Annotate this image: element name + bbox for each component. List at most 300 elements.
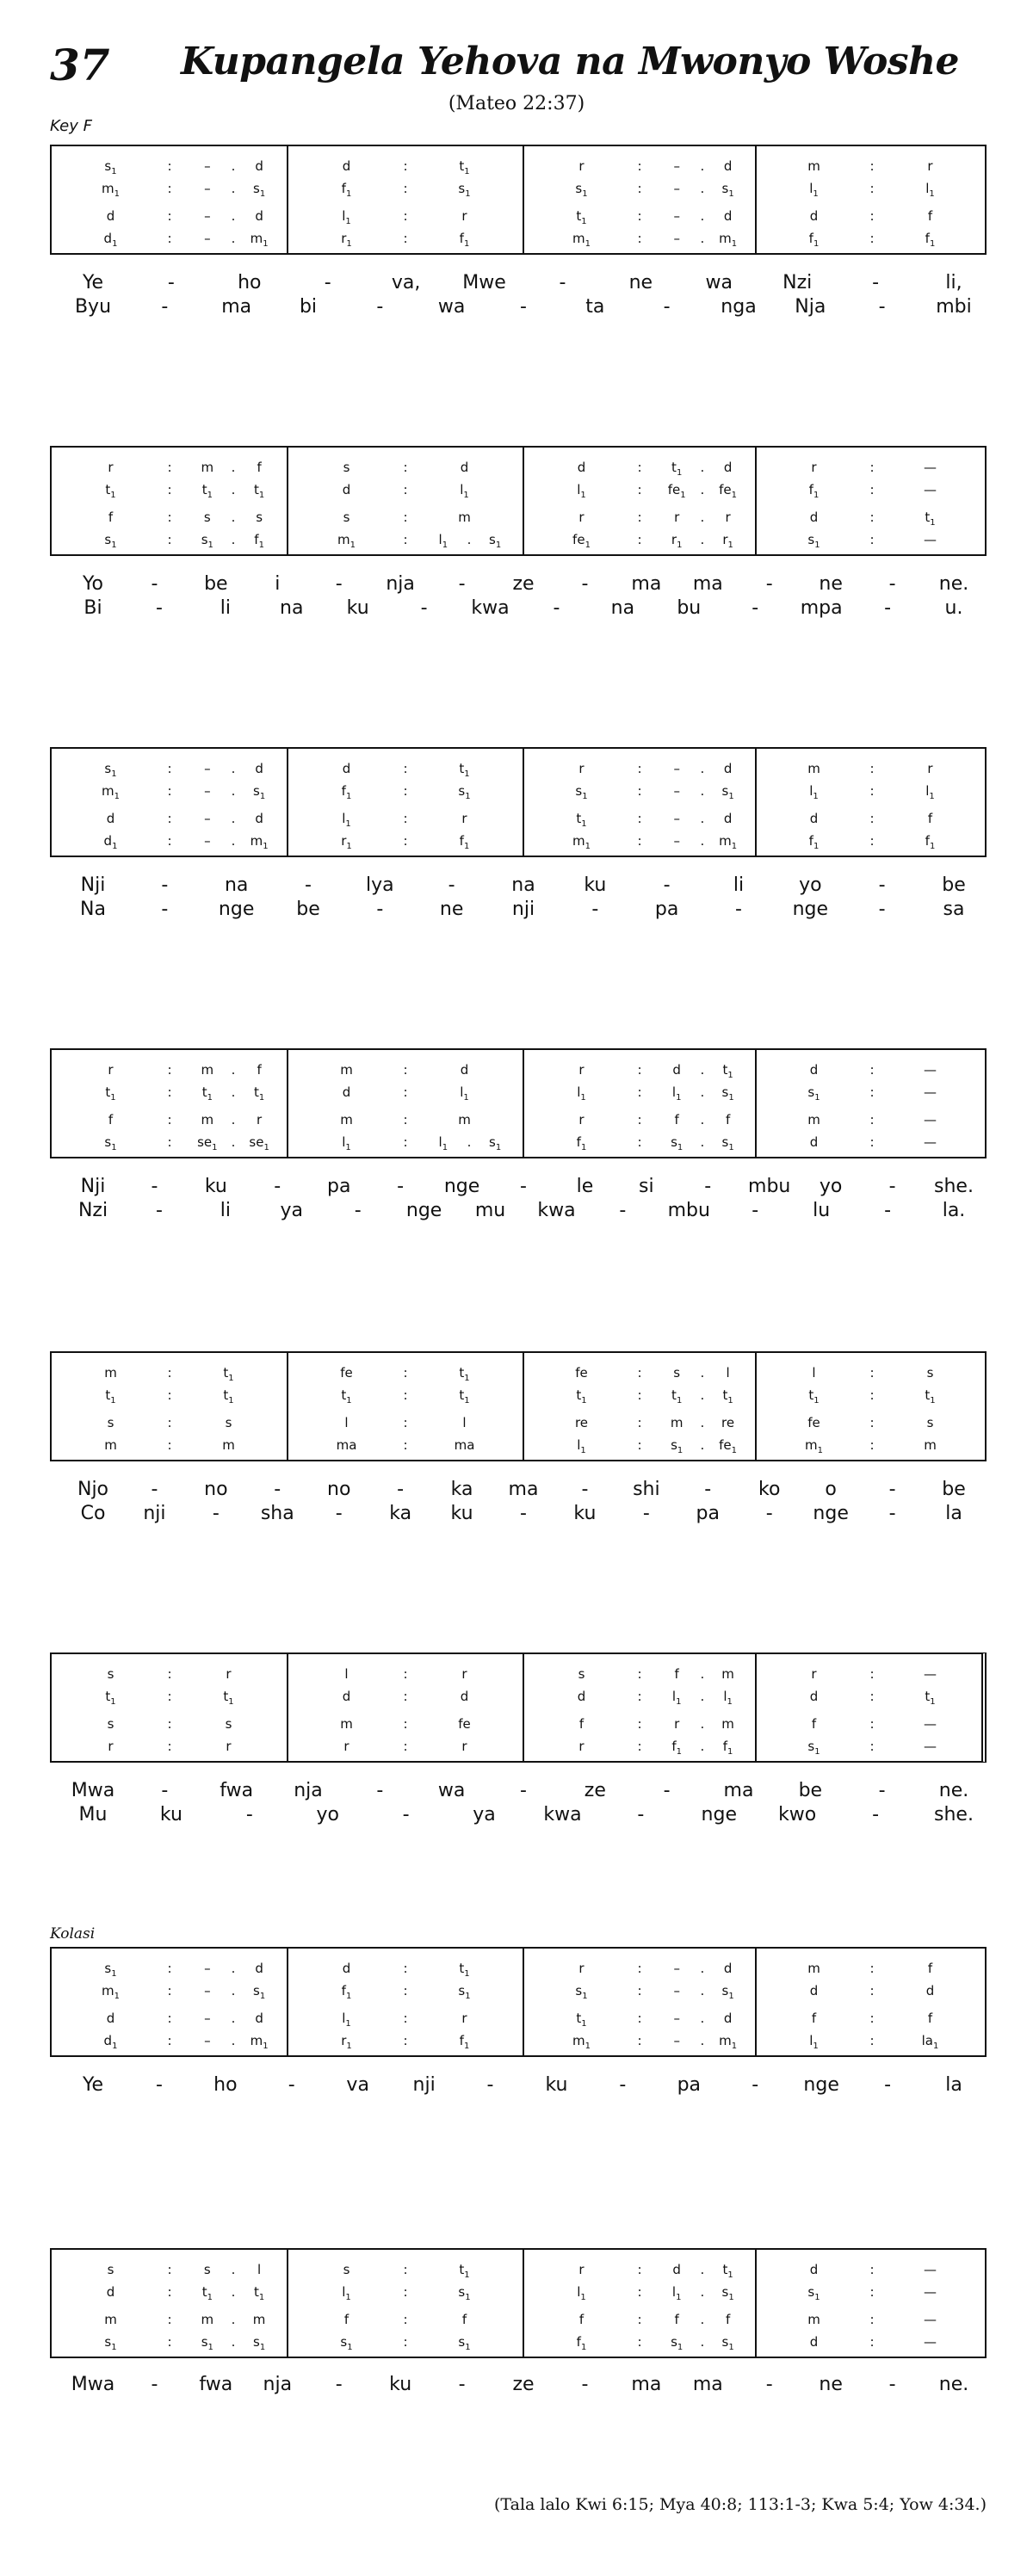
solfa-note: – [673,181,680,196]
solfa-note: r [257,1112,263,1127]
lyric-syllable: la [945,1503,962,1524]
solfa-note: d [255,1961,263,1976]
lyric-syllable: be [942,1479,966,1500]
solfa-note: $s_1$ [807,1739,820,1757]
beat-colon: : [167,1437,172,1453]
lyric-syllable: ne. [938,2374,969,2395]
bar-line [287,749,288,856]
solfa-note: f [343,2312,349,2327]
lyric-hyphen: - [151,2374,158,2395]
beat-colon: : [167,1961,172,1976]
bar-line [755,1353,757,1460]
lyric-hyphen: - [151,1176,158,1197]
solfa-note: $f_1$ [576,1134,587,1152]
beat-colon: : [869,2262,875,2277]
solfa-note: f [108,1112,114,1127]
notation-system [50,446,987,556]
solfa-note: $s_1$ [458,2284,471,2302]
beat-colon: : [869,1666,875,1682]
solfa-note: — [924,460,937,475]
beat-colon: : [869,2284,875,2300]
lyric-hyphen: - [752,1200,759,1221]
solfa-note: l [726,1365,730,1381]
solfa-note: d [723,208,733,224]
solfa-note: s [343,2262,350,2277]
solfa-note: $f_1$ [925,231,936,249]
lyric-syllable: nja [263,2374,293,2395]
lyric-hyphen: - [884,2074,892,2096]
lyric-syllable: va [346,2074,369,2096]
solfa-note: $s_1$ [671,1437,684,1455]
lyric-syllable: na [610,597,635,619]
beat-colon: : [403,1365,408,1381]
solfa-note: – [204,1961,211,1976]
solfa-note: d [809,208,819,224]
solfa-note: $s_1$ [721,1983,734,2001]
solfa-note: – [204,231,211,246]
solfa-note: $s_1$ [104,532,117,550]
solfa-note: d [255,2011,263,2026]
beat-colon: : [167,1365,172,1381]
beat-colon: : [403,2033,408,2048]
solfa-note: fe [575,1365,588,1381]
beat-colon: : [637,2284,642,2300]
lyric-line [50,296,987,320]
bar-line [523,749,524,856]
solfa-note: s [107,1716,114,1732]
solfa-note: $r_1$ [722,532,733,550]
solfa-note: — [924,1716,937,1732]
scripture-reference: (Mateo 22:37) [448,93,585,114]
solfa-note: $m_1$ [719,833,738,851]
solfa-note: – [673,811,680,826]
lyric-hyphen: - [704,1479,712,1500]
solfa-note: $t_1$ [223,1387,234,1405]
solfa-note: – [204,158,211,174]
half-beat-dot: . [467,532,472,547]
lyric-syllable: nja [386,573,415,595]
beat-colon: : [167,1739,172,1754]
solfa-note: d [460,460,469,475]
solfa-note: $t_1$ [105,1387,116,1405]
solfa-note: $s_1$ [253,2334,266,2352]
lyric-hyphen: - [878,296,886,318]
lyric-syllable: nge [443,1176,480,1197]
lyric-syllable: na [280,597,304,619]
solfa-note: $l_1$ [723,1689,733,1707]
song-title: Kupangela Yehova na Mwonyo Woshe [181,40,960,83]
solfa-note: $t_1$ [201,2284,213,2302]
beat-colon: : [167,1983,172,1998]
solfa-note: r [578,1739,585,1754]
beat-colon: : [869,208,875,224]
solfa-note: $d_1$ [103,231,118,249]
lyric-syllable: u. [944,597,963,619]
solfa-note: $t_1$ [105,1689,116,1707]
solfa-note: $l_1$ [577,2284,586,2302]
song-number: 37 [50,40,110,90]
solfa-note: $s_1$ [458,1983,471,2001]
lyric-line [50,874,987,899]
solfa-note: $f_1$ [459,2033,470,2051]
lyric-syllable: ne [439,899,464,920]
solfa-note: r [927,158,933,174]
solfa-note: d [809,1062,819,1078]
half-beat-dot: . [700,2011,705,2026]
solfa-note: re [574,1415,589,1430]
half-beat-dot: . [231,2011,236,2026]
beat-colon: : [403,1084,408,1100]
beat-colon: : [637,460,642,475]
solfa-note: f [257,1062,262,1078]
half-beat-dot: . [231,1983,236,1998]
beat-colon: : [637,1666,642,1682]
solfa-note: — [924,2262,937,2277]
half-beat-dot: . [700,510,705,525]
solfa-note: $t_1$ [925,510,936,528]
half-beat-dot: . [700,2334,705,2350]
lyric-hyphen: - [458,2374,466,2395]
solfa-note: $t_1$ [105,482,116,500]
beat-colon: : [167,460,172,475]
lyric-hyphen: - [765,2374,773,2395]
lyric-syllable: Yo [83,573,103,595]
half-beat-dot: . [231,510,236,525]
solfa-note: $m_1$ [337,532,356,550]
beat-colon: : [403,1983,408,1998]
solfa-note: – [204,181,211,196]
lyric-syllable: fwa [199,2374,233,2395]
solfa-note: d [342,1084,351,1100]
solfa-note: $s_1$ [721,181,734,199]
solfa-note: $d_1$ [103,2033,118,2051]
solfa-note: d [809,1134,819,1150]
lyric-hyphen: - [520,1780,527,1801]
beat-colon: : [167,2312,172,2327]
lyric-hyphen: - [872,1804,880,1825]
lyric-syllable: fwa [220,1780,254,1801]
half-beat-dot: . [231,1134,236,1150]
half-beat-dot: . [700,482,705,497]
solfa-note: m [807,1961,820,1976]
solfa-note: $t_1$ [223,1689,234,1707]
half-beat-dot: . [700,208,705,224]
lyric-hyphen: - [288,2074,295,2096]
lyric-line [50,1176,987,1200]
solfa-note: $l_1$ [342,208,351,226]
bar-line [755,448,757,554]
solfa-note: $t_1$ [722,2262,733,2280]
solfa-note: m [924,1437,937,1453]
bar-line [523,1353,524,1460]
beat-colon: : [637,1437,642,1453]
solfa-note: $m_1$ [572,2033,591,2051]
beat-colon: : [637,1365,642,1381]
solfa-note: $se_1$ [249,1134,269,1152]
lyric-hyphen: - [448,874,455,896]
lyric-syllable: Nja [795,296,826,318]
solfa-note: f [811,1716,817,1732]
lyric-syllable: nge [701,1804,737,1825]
beat-colon: : [869,1415,875,1430]
solfa-note: $s_1$ [104,1134,117,1152]
lyric-syllable: sha [260,1503,294,1524]
lyric-hyphen: - [397,1176,405,1197]
lyric-hyphen: - [878,899,886,920]
solfa-note: s [225,1415,232,1430]
beat-colon: : [637,231,642,246]
solfa-note: m [222,1437,235,1453]
half-beat-dot: . [700,833,705,849]
lyric-syllable: be [296,899,320,920]
solfa-note: $l_1$ [460,1084,469,1103]
beat-colon: : [167,761,172,776]
lyric-syllable: lya [366,874,394,896]
beat-colon: : [869,833,875,849]
solfa-note: m [670,1415,684,1430]
lyric-hyphen: - [704,1176,712,1197]
lyric-line [50,272,987,296]
solfa-note: — [924,2312,937,2327]
lyric-syllable: ma [723,1780,754,1801]
beat-colon: : [637,833,642,849]
solfa-note: $s_1$ [671,1134,684,1152]
lyric-line [50,573,987,597]
solfa-note: r [578,1112,585,1127]
solfa-note: d [723,811,733,826]
lyric-hyphen: - [245,1804,253,1825]
solfa-note: m [104,1365,117,1381]
solfa-note: $l_1$ [671,2284,682,2302]
solfa-note: r [578,158,585,174]
lyric-hyphen: - [402,1804,410,1825]
solfa-note: $t_1$ [925,1689,936,1707]
beat-colon: : [403,460,408,475]
lyric-hyphen: - [663,296,671,318]
lyric-syllable: ku [573,1503,597,1524]
half-beat-dot: . [700,2312,705,2327]
solfa-note: l [344,1415,349,1430]
beat-colon: : [637,1983,642,1998]
lyric-hyphen: - [765,573,773,595]
key-label: Key F [50,117,92,135]
lyric-hyphen: - [553,597,560,619]
solfa-note: l [462,1415,467,1430]
lyric-hyphen: - [397,1479,405,1500]
beat-colon: : [637,1716,642,1732]
solfa-note: f [578,2312,585,2327]
solfa-note: — [924,1739,937,1754]
lyric-hyphen: - [637,1804,645,1825]
beat-colon: : [637,811,642,826]
lyric-syllable: pa [326,1176,351,1197]
lyric-syllable: ne [628,272,653,293]
beat-colon: : [637,1739,642,1754]
solfa-note: f [461,2312,467,2327]
beat-colon: : [637,1084,642,1100]
solfa-note: f [927,811,933,826]
solfa-note: r [461,1739,467,1754]
beat-colon: : [403,1062,408,1078]
lyric-syllable: bu [677,597,702,619]
solfa-note: $t_1$ [925,1387,936,1405]
solfa-note: $s_1$ [807,2284,820,2302]
solfa-note: d [925,1983,935,1998]
solfa-note: r [674,1716,680,1732]
lyric-hyphen: - [888,573,896,595]
lyric-line [50,1479,987,1503]
lyric-syllable: nji [412,2074,436,2096]
lyric-hyphen: - [765,1503,773,1524]
solfa-note: d [106,2284,115,2300]
half-beat-dot: . [231,158,236,174]
solfa-note: r [674,510,680,525]
beat-colon: : [403,532,408,547]
notation-system [50,747,987,857]
solfa-note: s [107,2262,114,2277]
beat-colon: : [403,833,408,849]
beat-colon: : [637,158,642,174]
beat-colon: : [167,2011,172,2026]
lyric-hyphen: - [212,1503,220,1524]
beat-colon: : [637,181,642,196]
lyric-syllable: wa [437,1780,466,1801]
solfa-note: $f_1$ [341,181,352,199]
lyric-syllable: yo [316,1804,339,1825]
beat-colon: : [403,2262,408,2277]
solfa-note: $f_1$ [341,1983,352,2001]
half-beat-dot: . [700,1739,705,1754]
lyric-syllable: Ye [82,2074,104,2096]
solfa-note: m [458,1112,471,1127]
solfa-note: r [461,2011,467,2026]
lyric-syllable: ku [159,1804,182,1825]
solfa-note: $m_1$ [250,2033,269,2051]
beat-colon: : [637,2262,642,2277]
lyric-hyphen: - [155,2074,163,2096]
beat-colon: : [637,2312,642,2327]
half-beat-dot: . [700,1062,705,1078]
lyric-syllable: Nzi [782,272,813,293]
bar-line [287,146,288,253]
solfa-note: $t_1$ [459,2262,470,2280]
half-beat-dot: . [231,2262,236,2277]
solfa-note: s [107,1666,114,1682]
beat-colon: : [403,482,408,497]
solfa-note: – [673,208,680,224]
solfa-note: r [578,510,585,525]
lyric-syllable: ma [692,2374,723,2395]
solfa-note: – [204,1983,211,1998]
beat-colon: : [167,1689,172,1704]
lyric-syllable: la. [942,1200,966,1221]
beat-colon: : [637,208,642,224]
half-beat-dot: . [700,181,705,196]
solfa-note: $m_1$ [102,1983,120,2001]
solfa-note: m [458,510,471,525]
solfa-note: $t_1$ [459,1961,470,1979]
beat-colon: : [167,1112,172,1127]
solfa-note: $l_1$ [925,783,935,801]
solfa-note: d [577,460,586,475]
beat-colon: : [403,1415,408,1430]
solfa-note: $s_1$ [721,2334,734,2352]
lyric-syllable: ka [389,1503,412,1524]
beat-colon: : [869,1961,875,1976]
beat-colon: : [869,783,875,799]
solfa-note: re [721,1415,735,1430]
notation-system [50,1351,987,1461]
beat-colon: : [167,510,172,525]
half-beat-dot: . [467,1134,472,1150]
lyric-syllable: nji [143,1503,166,1524]
solfa-note: f [927,208,933,224]
solfa-note: m [104,1437,117,1453]
bar-line [523,146,524,253]
lyric-hyphen: - [752,597,759,619]
solfa-note: $t_1$ [223,1365,234,1383]
half-beat-dot: . [700,2033,705,2048]
lyric-syllable: wa [705,272,733,293]
half-beat-dot: . [700,783,705,799]
solfa-note: $f_1$ [254,532,264,550]
beat-colon: : [167,1134,172,1150]
solfa-note: $m_1$ [572,231,591,249]
solfa-note: – [673,1961,680,1976]
beat-colon: : [403,2334,408,2350]
lyric-hyphen: - [581,1479,589,1500]
solfa-note: m [201,460,214,475]
lyric-syllable: ku [204,1176,227,1197]
lyric-syllable: mbi [936,296,972,318]
lyric-syllable: wa [437,296,466,318]
half-beat-dot: . [700,532,705,547]
half-beat-dot: . [700,1961,705,1976]
lyric-syllable: ze [512,2374,535,2395]
lyric-hyphen: - [884,597,892,619]
beat-colon: : [167,532,172,547]
solfa-note: $s_1$ [201,2334,213,2352]
solfa-note: — [924,532,937,547]
lyric-syllable: ma [508,1479,539,1500]
beat-colon: : [403,2284,408,2300]
half-beat-dot: . [700,761,705,776]
lyric-hyphen: - [888,1479,896,1500]
solfa-note: $f_1$ [459,833,470,851]
beat-colon: : [869,1983,875,1998]
beat-colon: : [167,2033,172,2048]
footer-references: (Tala lalo Kwi 6:15; Mya 40:8; 113:1-3; Kwa 5:4; Yow 4:34.) [494,2495,987,2514]
solfa-note: r [108,1062,114,1078]
solfa-note: d [809,811,819,826]
solfa-note: d [255,158,263,174]
beat-colon: : [637,783,642,799]
lyric-hyphen: - [663,874,671,896]
half-beat-dot: . [231,1112,236,1127]
solfa-note: r [578,1062,585,1078]
solfa-note: r [927,761,933,776]
lyric-syllable: kwa [471,597,510,619]
lyric-hyphen: - [520,296,527,318]
beat-colon: : [403,1739,408,1754]
beat-colon: : [167,1716,172,1732]
beat-colon: : [637,1387,642,1403]
solfa-note: s [578,1666,585,1682]
half-beat-dot: . [700,1112,705,1127]
lyric-hyphen: - [274,1176,281,1197]
beat-colon: : [637,1112,642,1127]
half-beat-dot: . [231,231,236,246]
